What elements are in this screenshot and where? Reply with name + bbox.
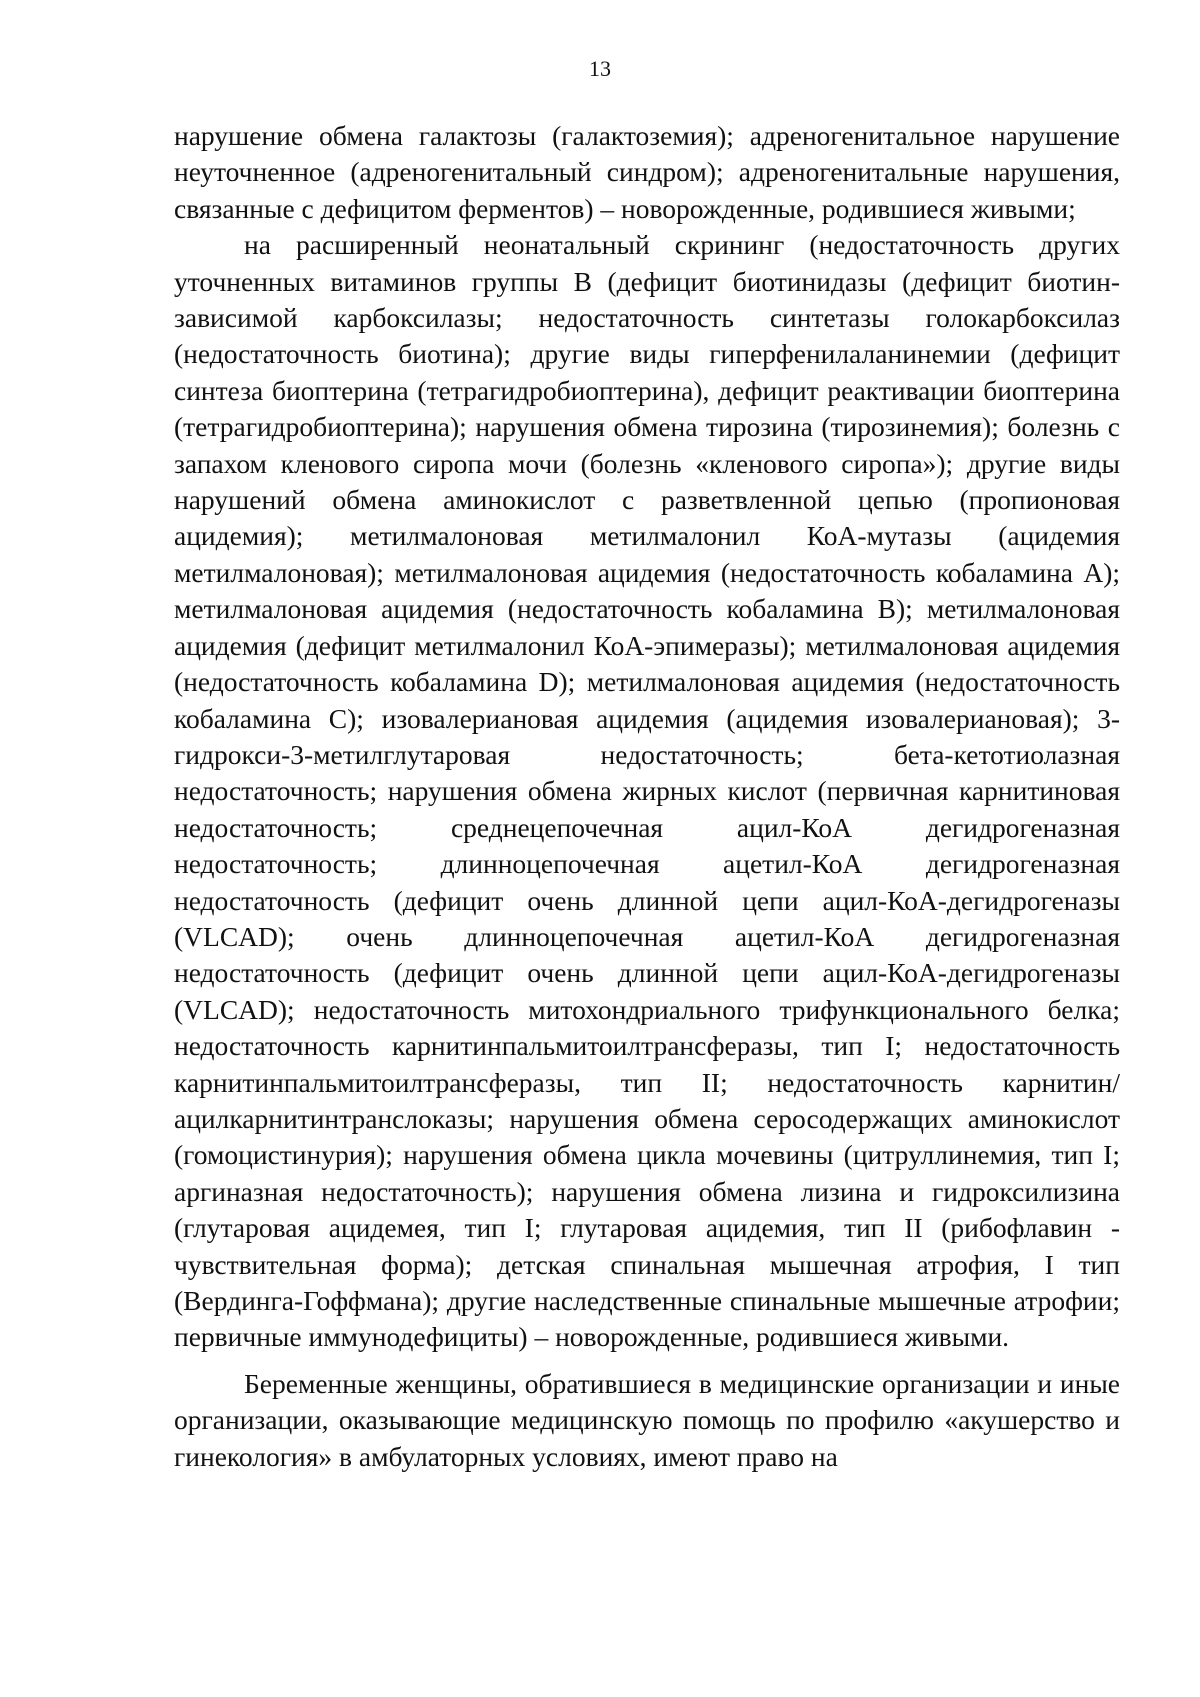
paragraph-continuation: нарушение обмена галактозы (галактоземия); адреногенитальное нарушение неуточненное (адреногенитальный синдром); адреногенитальные нарушения, связанные с дефицитом ферментов) – новорожденные, родившиеся живыми; (174, 120, 1120, 224)
page-number: 13 (589, 56, 611, 81)
paragraph-extended-screening: на расширенный неонатальный скрининг (недостаточность других уточненных витаминов группы В (дефицит биотинидазы (дефицит биотин-зависимой карбоксилазы; недостаточность синтетазы голокарбоксилаз (недостаточность биотина); другие виды гиперфенилаланинемии (дефицит синтеза биоптерина (тетрагидробиоптерина), дефицит реактивации биоптерина (тетрагидробиоптерина); нарушения обмена тирозина (тирозинемия); болезнь с запахом кленового сиропа мочи (болезнь «кленового сиропа»); другие виды нарушений обмена аминокислот с разветвленной цепью (пропионовая ацидемия); метилмалоновая метилмалонил КоА-мутазы (ацидемия метилмалоновая); метилмалоновая ацидемия (недостаточность кобаламина А); метилмалоновая ацидемия (недостаточность кобаламина В); метилмалоновая ацидемия (дефицит метилмалонил КоА-эпимеразы); метилмалоновая ацидемия (недостаточность кобаламина D); метилмалоновая ацидемия (недостаточность кобаламина С); изовалериановая ацидемия (ацидемия изовалериановая); 3-гидрокси-3-метилглутаровая недостаточность; бета-кетотиолазная недостаточность; нарушения обмена жирных кислот (первичная карнитиновая недостаточность; среднецепочечная ацил-КоА дегидрогеназная недостаточность; длинноцепочечная ацетил-КоА дегидрогеназная недостаточность (дефицит очень длинной цепи ацил-КоА-дегидрогеназы (VLCAD); очень длинноцепочечная ацетил-КоА дегидрогеназная недостаточность (дефицит очень длинной цепи ацил-КоА-дегидрогеназы (VLCAD); недостаточность митохондриального трифункционального белка; недостаточность карнитинпальмитоилтрансферазы, тип I; недостаточность карнитинпальмитоилтрансферазы, тип II; недостаточность карнитин/ацилкарнитинтранслоказы; нарушения обмена серосодержащих аминокислот (гомоцистинурия); нарушения обмена цикла мочевины (цитруллинемия, тип I; аргиназная недостаточность); нарушения обмена лизина и гидроксилизина (глутаровая ацидемея, тип I; глутаровая ацидемия, тип II (рибофлавин - чувствительная форма); детская спинальная мышечная атрофия, I тип (Вердинга-Гоффмана); другие наследственные спинальные мышечные атрофии; первичные иммунодефициты) – новорожденные, родившиеся живыми. (174, 229, 1120, 1353)
document-body (174, 118, 1120, 1475)
paragraph-pregnant-women: Беременные женщины, обратившиеся в медицинские организации и иные организации, оказывающие медицинскую помощь по профилю «акушерство и гинекология» в амбулаторных условиях, имеют право на (174, 1367, 1120, 1472)
